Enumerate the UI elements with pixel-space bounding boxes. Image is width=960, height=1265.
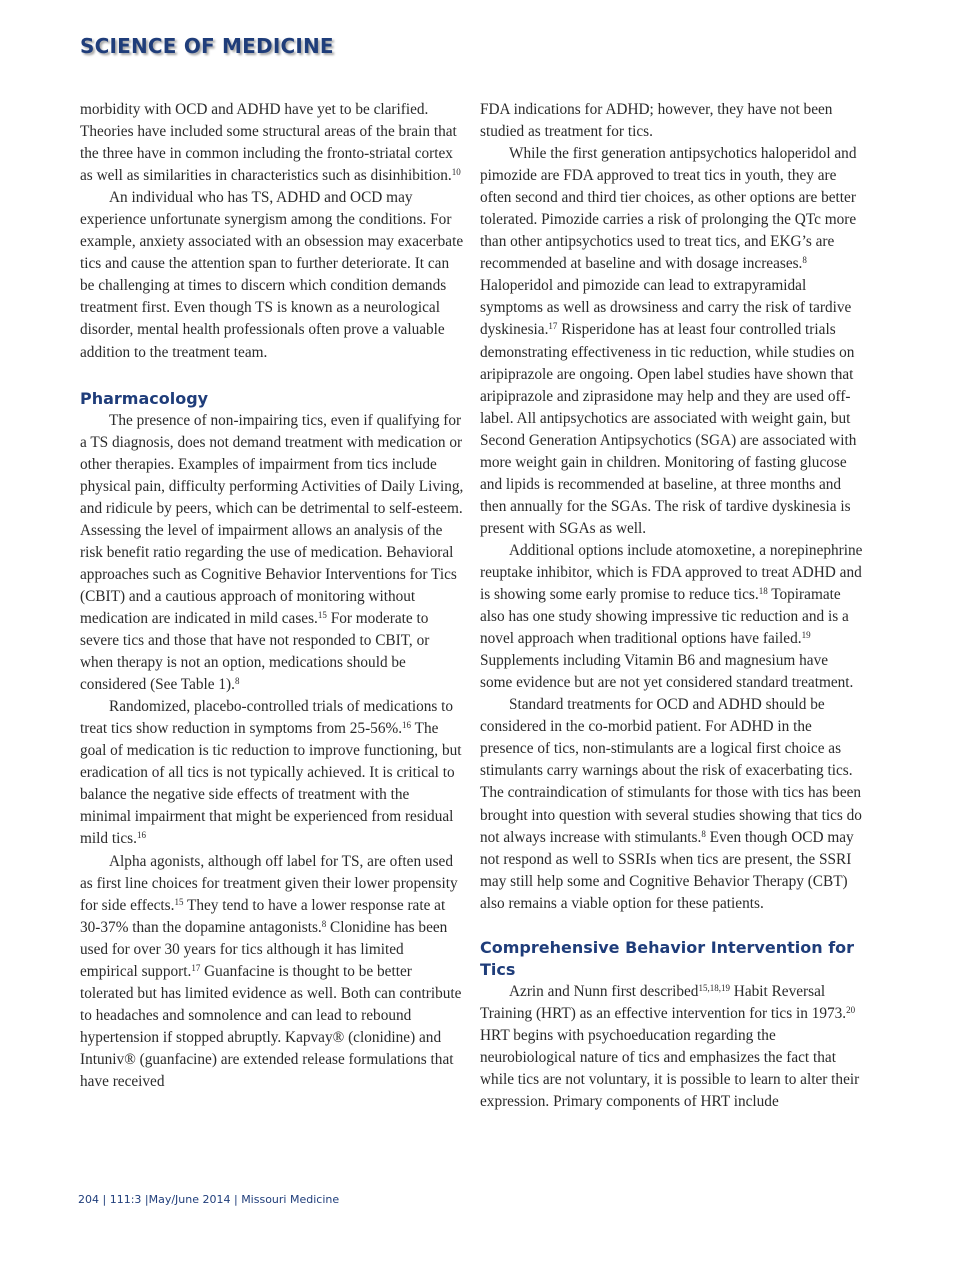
paragraph: Alpha agonists, although off label for TS, are often used as first line choices for treatment given their lower propensity for side effects.$^{15}$ They tend to have a lower response rate at 30-37% than the dopamine antagonists.$^8$ Clonidine has been used for over 30 years for tics although it has limited empirical support.$^{17}$ Guanfacine is thought to be better tolerated but has limited evidence as well. Both can contribute to headaches and somnolence and can lead to rebound hypertension if stopped abruptly. Kapvay® (clonidine) and Intuniv® (guanfacine) are extended release formulations that have received xyxy=(80,852,462,1090)
citation-ref: 19 xyxy=(801,630,811,641)
citation-ref: 17 xyxy=(548,321,558,332)
paragraph: Azrin and Nunn first described$^{15,18,19}$ Habit Reversal Training (HRT) as an effective intervention for tics in 1973.20 HRT begins with psychoeducation regarding the neurobiological nature of tics and emphasizes the fact that while tics are not voluntary, it is possible to learn to alter their expression. Primary components of HRT include xyxy=(480,982,860,1110)
citation-ref: 8 xyxy=(802,255,807,266)
citation-ref: 8 xyxy=(321,918,327,929)
paragraph: Additional options include atomoxetine, a norepinephrine reuptake inhibitor, which is FDA approved to treat ADHD and is showing some early promise to reduce tics.$^{18}$ Topiramate also has one study showing impressive tic reduction and is a novel approach when traditional options have failed.$^{19}$ Supplements including Vitamin B6 and magnesium have some evidence but are not yet considered standard treatment. xyxy=(480,541,863,692)
citation-ref: 18 xyxy=(758,586,768,597)
paragraph: Standard treatments for OCD and ADHD should be considered in the co-morbid patient. For ADHD in the presence of tics, non-stimulants are a logical first choice as stimulants carry warnings about the risk of exacerbating tics. The contraindication of stimulants for those with tics has been brought into question with several studies showing that tics do not always increase with stimulants.$^8$ Even though OCD may not respond as well to SSRIs when tics are present, the SSRI may still help some and Cognitive Behavior Therapy (CBT) also remains a viable option for these patients. xyxy=(480,696,862,912)
paragraph: The presence of non-impairing tics, even if qualifying for a TS diagnosis, does not demand treatment with medication or other therapies. Examples of impairment from tics include physical pain, difficulty performing Activities of Daily Living, and ridicule by peers, which can be detrimental to self-esteem. Assessing the level of impairment allows an analysis of the risk benefit ratio regarding the use of medication. Behavioral approaches such as Cognitive Behavior Interventions for Tics (CBIT) and a cautious approach of monitoring without medication are indicated in mild cases.$^{15}$ For moderate to severe tics and those that have not responded to CBIT, or when therapy is not an option, medications should be considered (See Table 1).$^8$ xyxy=(80,411,464,694)
paragraph: FDA indications for ADHD; however, they have not been studied as treatment for tics. xyxy=(480,101,833,141)
running-head: SCIENCE OF MEDICINE xyxy=(80,34,334,58)
paragraph: morbidity with OCD and ADHD have yet to be clarified. Theories have included some structural areas of the brain that the three have in common including the fronto-striatal cortex as well as similarities in characteristics such as disinhibition.$^{10}$ xyxy=(80,101,461,185)
citation-ref: 16 xyxy=(136,830,146,841)
citation-ref: 10 xyxy=(451,167,461,178)
section-heading-pharmacology: Pharmacology xyxy=(80,388,209,408)
citation-ref: 16 xyxy=(402,720,412,731)
left-column xyxy=(80,99,464,1093)
citation-ref: 20 xyxy=(846,1004,856,1015)
paragraph: While the first generation antipsychotics haloperidol and pimozide are FDA approved to treat tics in youth, they are often second and third tier choices, as other options are better tolerated. Pimozide carries a risk of prolonging the QTc more than other antipsychotics used to treat tics, and EKG’s are recommended at baseline and with dosage increases.$^8$ Haloperidol and pimozide can lead to extrapyramidal symptoms as well as drowsiness and carry the risk of tardive dyskinesia.$^{17}$ Risperidone has at least four controlled trials demonstrating effectiveness in tic reduction, while studies on aripiprazole are ongoing. Open label studies have shown that aripiprazole and ziprasidone may help and they are used off-label. All antipsychotics are associated with weight gain, but Second Generation Antipsychotics (SGA) are associated with more weight gain in children. Monitoring of fasting glucose and lipids is recommended at baseline, at three months and then annually for the SGAs. The risk of tardive dyskinesia is present with SGAs as well. xyxy=(480,145,857,537)
paragraph: Randomized, placebo-controlled trials of medications to treat tics show reduction in symptoms from 25-56%.$^{16}$ The goal of medication is tic reduction to improve functioning, but eradication of all tics is not typically achieved. It is critical to balance the negative side effects of treatment with the minimal impairment that might be experienced from residual mild tics.$^{16}$ xyxy=(80,698,462,848)
citation-ref: 8 xyxy=(234,676,240,687)
right-column xyxy=(480,99,864,1113)
citation-ref: 15 xyxy=(174,896,184,907)
citation-ref: 17 xyxy=(191,962,201,973)
citation-ref: 8 xyxy=(701,828,706,839)
page-footer: 204 | 111:3 |May/June 2014 | Missouri Medicine xyxy=(78,1193,340,1206)
paragraph: An individual who has TS, ADHD and OCD may experience unfortunate synergism among the conditions. For example, anxiety associated with an obsession may exacerbate tics and cause the attention span to further deteriorate. It can be challenging at times to discern which condition demands treatment first. Even though TS is known as a neurological disorder, mental health professionals often prove a valuable addition to the treatment team. xyxy=(80,189,464,361)
citation-ref: 15 xyxy=(317,609,327,620)
section-heading-cbit: Comprehensive Behavior Intervention for Tics xyxy=(480,937,855,979)
citation-ref: 15,18,19 xyxy=(698,982,730,993)
